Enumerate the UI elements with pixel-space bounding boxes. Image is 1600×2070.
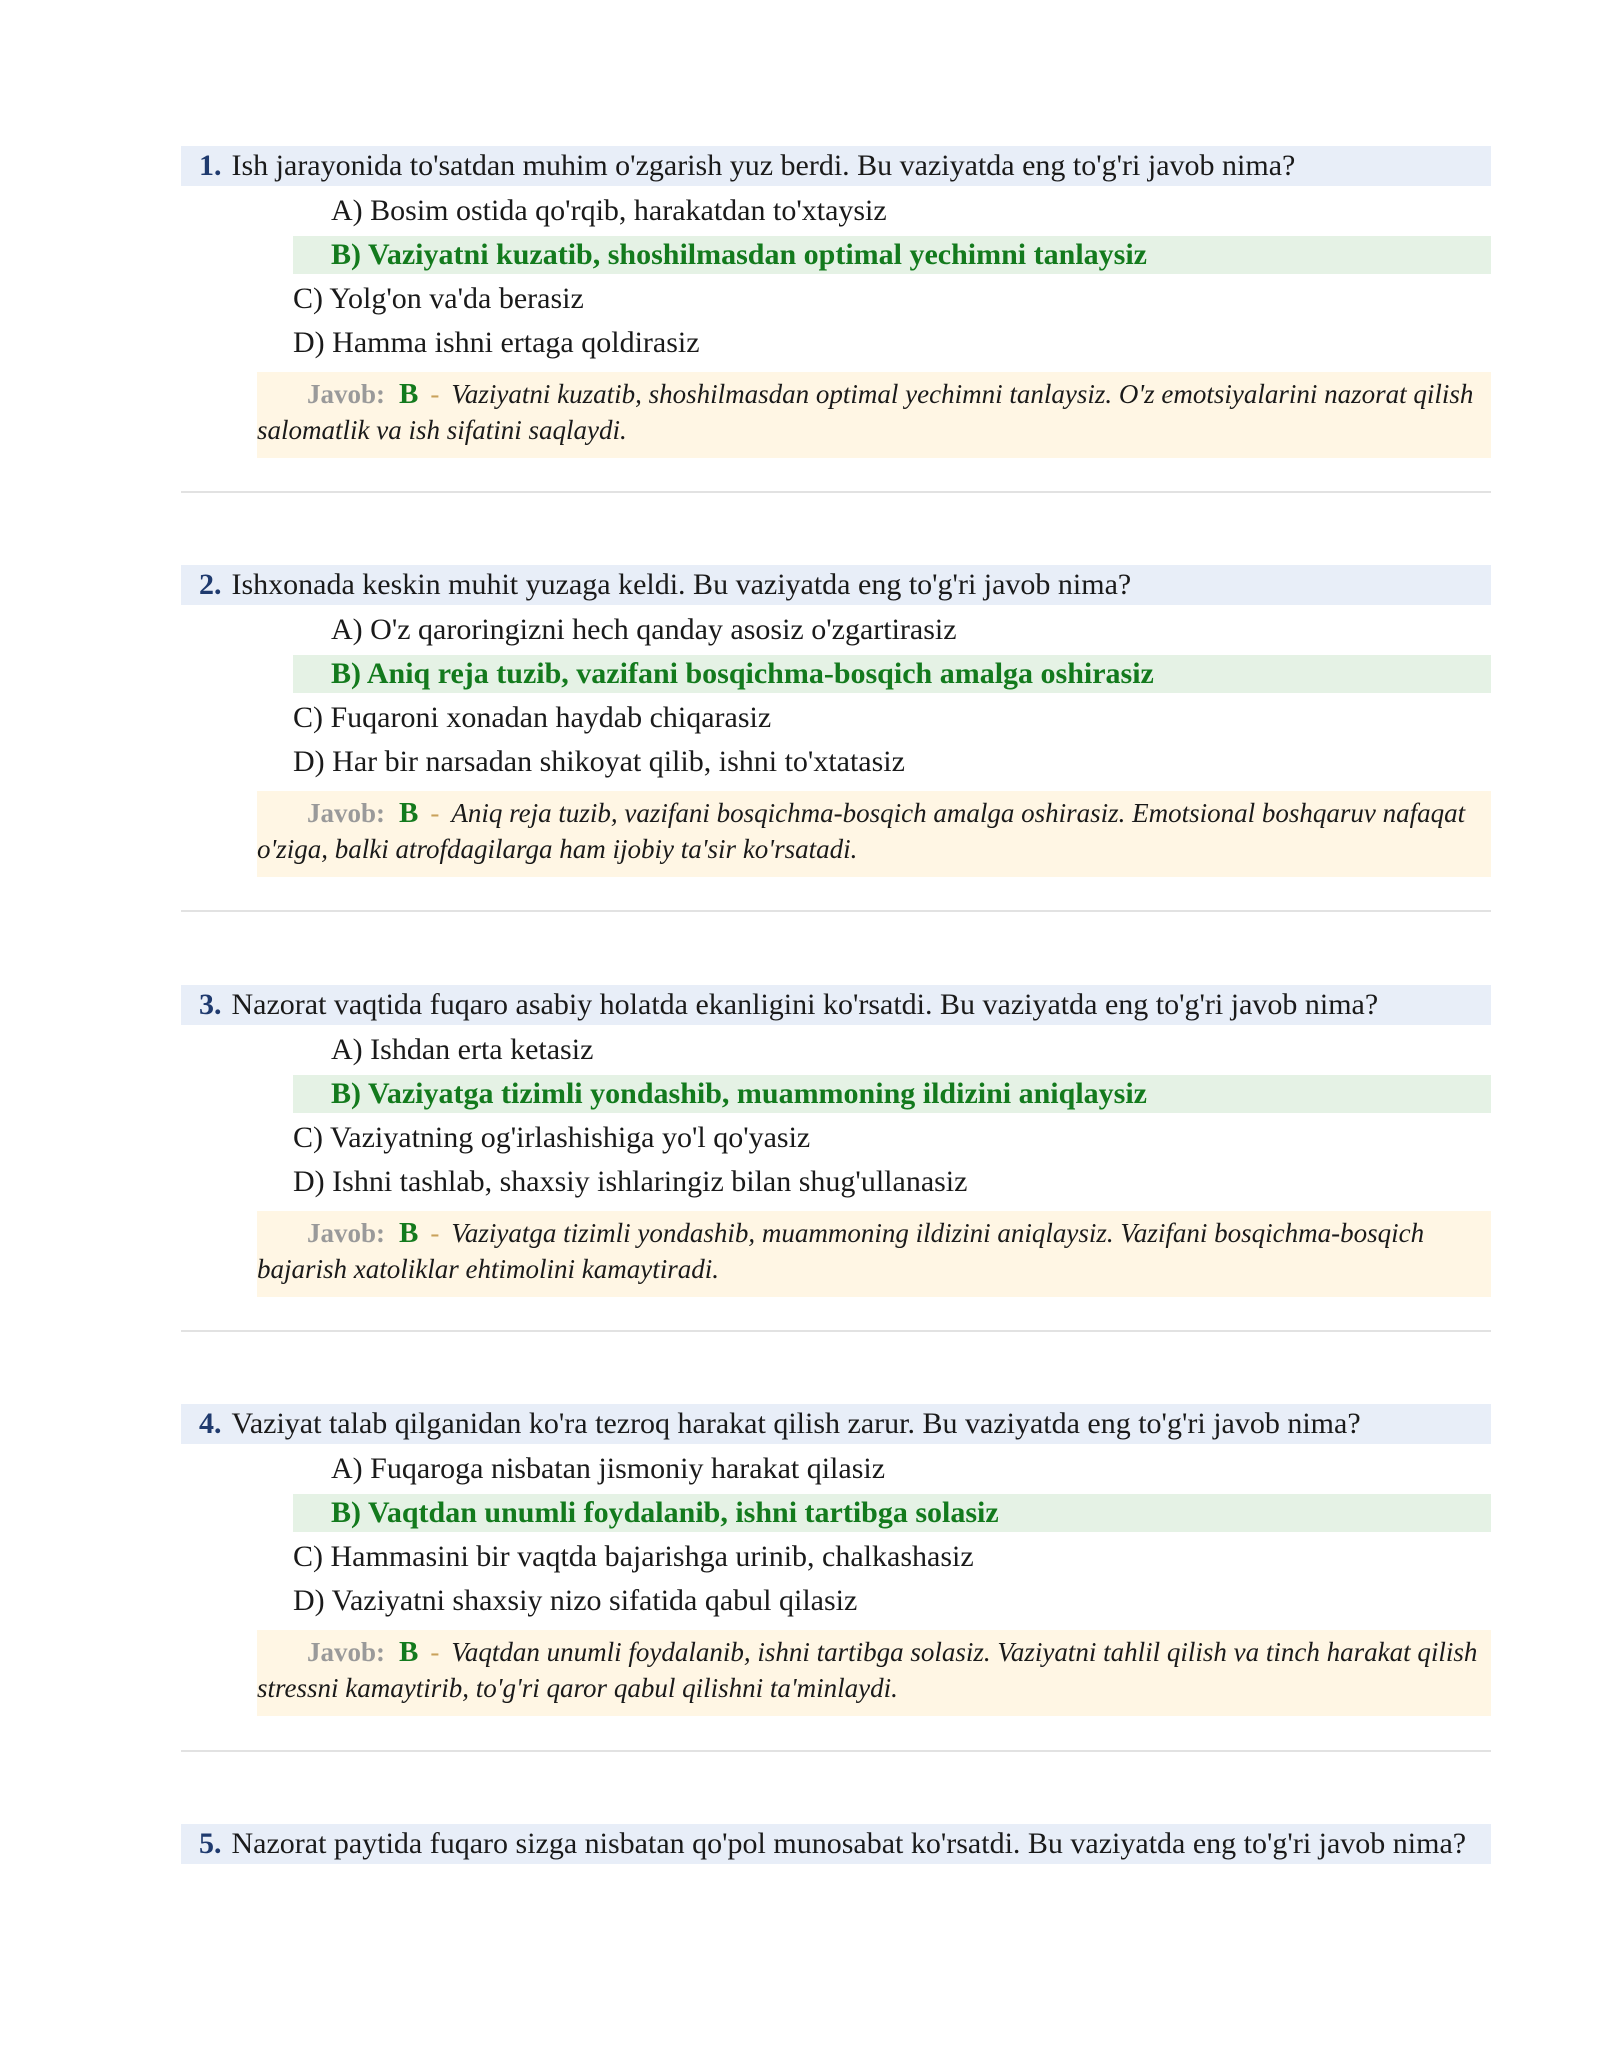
answer-letter: B (399, 797, 419, 829)
question-number: 4. (199, 1407, 222, 1440)
answer-explanation: Vaziyatga tizimli yondashib, muammoning ildizini aniqlaysiz. Vazifani bosqichma-bosqich bajarish xatoliklar ehtimolini kamaytiradi. (257, 1218, 1425, 1284)
divider (181, 1330, 1491, 1332)
question-text-line (181, 1824, 1491, 1864)
option-c: C) Fuqaroni xonadan haydab chiqarasiz (293, 701, 772, 734)
answer-dash: - (430, 379, 440, 409)
answer-dash: - (430, 798, 440, 828)
option-d: D) Har bir narsadan shikoyat qilib, ishni to'xtatasiz (293, 745, 905, 778)
question-block (181, 985, 1491, 1297)
question-text-line (181, 565, 1491, 605)
answer-label: Javob: (307, 1218, 386, 1248)
option-d: D) Vaziyatni shaxsiy nizo sifatida qabul qilasiz (293, 1584, 858, 1617)
answer-letter: B (399, 1636, 419, 1668)
option-d: D) Ishni tashlab, shaxsiy ishlaringiz bilan shug'ullanasiz (293, 1165, 968, 1198)
question-text-line (181, 146, 1491, 186)
question-text: Ishxonada keskin muhit yuzaga keldi. Bu vaziyatda eng to'g'ri javob nima? (231, 568, 1132, 601)
question-block (181, 1824, 1491, 1864)
option-d: D) Hamma ishni ertaga qoldirasiz (293, 326, 700, 359)
answer-letter: B (399, 378, 419, 410)
question-text: Vaziyat talab qilganidan ko'ra tezroq harakat qilish zarur. Bu vaziyatda eng to'g'ri javob nima? (231, 1407, 1361, 1440)
question-text: Nazorat paytida fuqaro sizga nisbatan qo'pol munosabat ko'rsatdi. Bu vaziyatda eng to'g'ri javob nima? (231, 1827, 1467, 1860)
question-text-line (181, 1404, 1491, 1444)
answer-explanation: Vaziyatni kuzatib, shoshilmasdan optimal yechimni tanlaysiz. O'z emotsiyalarini nazorat qilish salomatlik va ish sifatini saqlaydi. (257, 379, 1474, 445)
question-block (181, 146, 1491, 458)
option-a: A) O'z qaroringizni hech qanday asosiz o'zgartirasiz (331, 613, 957, 646)
answer-dash: - (430, 1218, 440, 1248)
option-c: C) Hammasini bir vaqtda bajarishga urinib, chalkashasiz (293, 1540, 974, 1573)
answer-box (257, 1211, 1491, 1297)
answer-dash: - (430, 1637, 440, 1667)
answer-label: Javob: (307, 379, 386, 409)
answer-label: Javob: (307, 798, 386, 828)
answer-explanation: Aniq reja tuzib, vazifani bosqichma-bosqich amalga oshirasiz. Emotsional boshqaruv nafaqat o'ziga, balki atrofdagilarga ham ijobiy ta'sir ko'rsatadi. (257, 798, 1466, 864)
question-number: 1. (199, 149, 222, 182)
answer-explanation: Vaqtdan unumli foydalanib, ishni tartibga solasiz. Vaziyatni tahlil qilish va tinch harakat qilish stressni kamaytirib, to'g'ri qaror qabul qilishni ta'minlaydi. (257, 1637, 1478, 1703)
answer-box (257, 372, 1491, 458)
divider (181, 1750, 1491, 1752)
question-block (181, 565, 1491, 877)
option-b-correct: B) Aniq reja tuzib, vazifani bosqichma-bosqich amalga oshirasiz (293, 655, 1491, 693)
question-text: Nazorat vaqtida fuqaro asabiy holatda ekanligini ko'rsatdi. Bu vaziyatda eng to'g'ri javob nima? (231, 988, 1379, 1021)
question-block (181, 1404, 1491, 1716)
answer-label: Javob: (307, 1637, 386, 1667)
question-number: 5. (199, 1827, 222, 1860)
option-c: C) Vaziyatning og'irlashishiga yo'l qo'yasiz (293, 1121, 811, 1154)
option-b-correct: B) Vaziyatga tizimli yondashib, muammoning ildizini aniqlaysiz (293, 1075, 1491, 1113)
option-a: A) Fuqaroga nisbatan jismoniy harakat qilasiz (331, 1452, 886, 1485)
option-b-correct: B) Vaziyatni kuzatib, shoshilmasdan optimal yechimni tanlaysiz (293, 236, 1491, 274)
question-text: Ish jarayonida to'satdan muhim o'zgarish yuz berdi. Bu vaziyatda eng to'g'ri javob nima? (231, 149, 1296, 182)
option-a: A) Bosim ostida qo'rqib, harakatdan to'xtaysiz (331, 194, 887, 227)
divider (181, 491, 1491, 493)
answer-box (257, 1630, 1491, 1716)
question-text-line (181, 985, 1491, 1025)
answer-letter: B (399, 1217, 419, 1249)
divider (181, 910, 1491, 912)
option-c: C) Yolg'on va'da berasiz (293, 282, 584, 315)
answer-box (257, 791, 1491, 877)
question-number: 2. (199, 568, 222, 601)
option-b-correct: B) Vaqtdan unumli foydalanib, ishni tartibga solasiz (293, 1494, 1491, 1532)
question-number: 3. (199, 988, 222, 1021)
option-a: A) Ishdan erta ketasiz (331, 1033, 594, 1066)
